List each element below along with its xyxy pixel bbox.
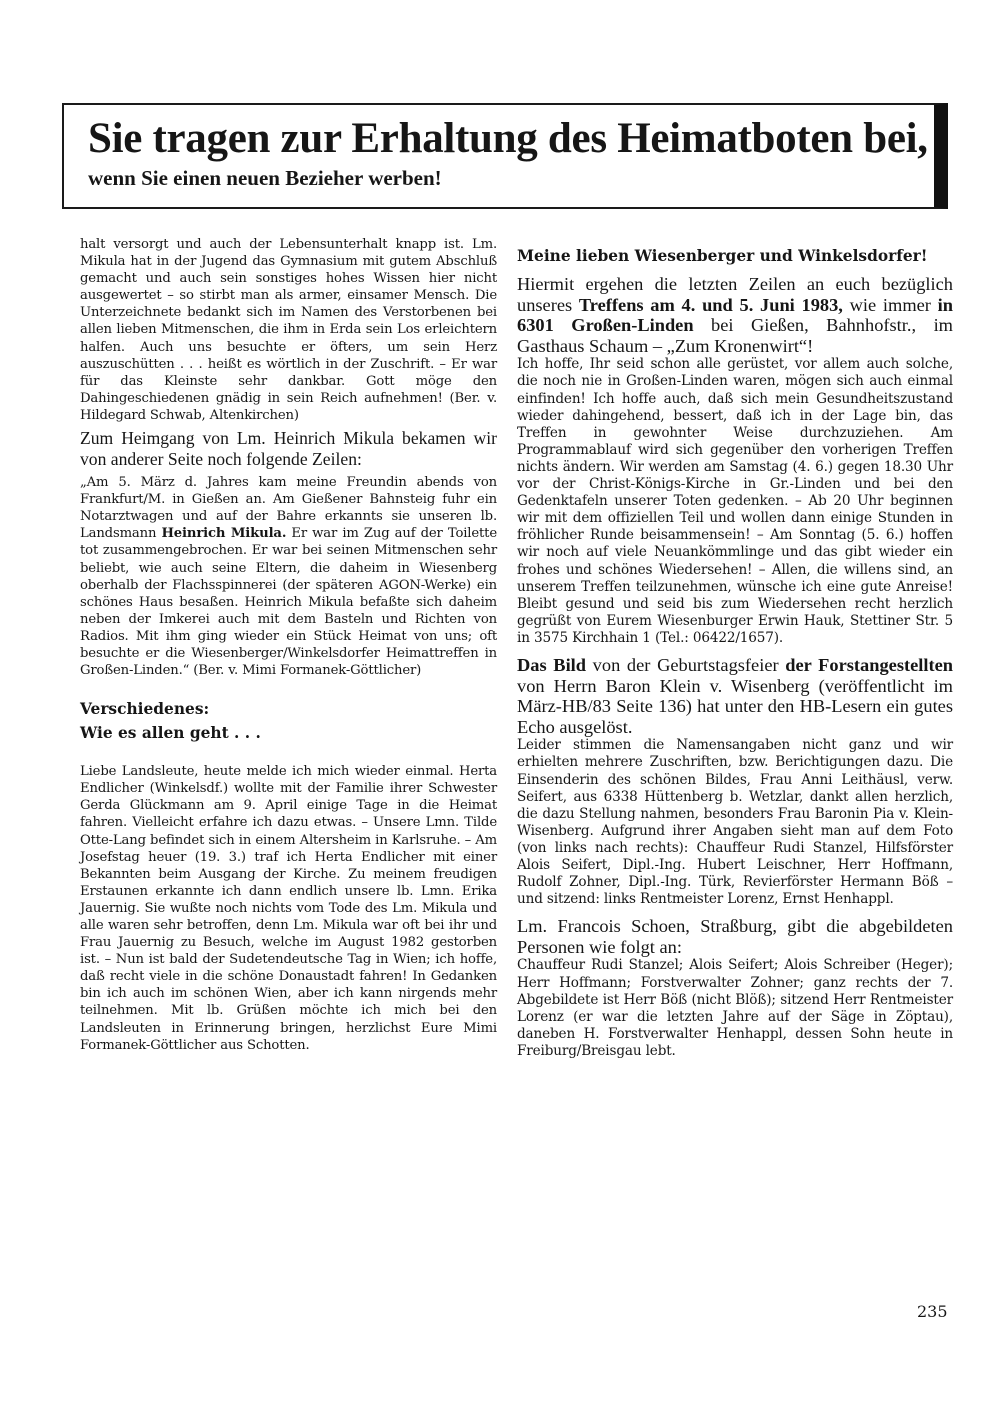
meeting-intro (517, 274, 953, 356)
obituary-continuation: halt versorgt und auch der Lebensunterhalt knapp ist. Lm. Mikula hat in der Jugend das Gymnasium mit gutem Abschluß gemacht und auch sein sonstiges hohes Wissen hier nicht ausgewertet – so stirbt man als armer, einsamer Mensch. Die Unterzeichnete bedankt sich im Namen des Verstorbenen bei allen lieben Mitmenschen, die ihm in Erda sein Los erleichtern halfen. Auch uns besuchte er öfters, um sein Herz auszuschütten . . . heißt es wörtlich in der Zuschrift. – Er war für das Kleinste sehr dankbar. Gott möge den Dahingeschiedenen gnädig in sein Reich aufnehmen! (Ber. v. Hildegard Schwab, Altenkirchen) (80, 237, 497, 423)
greeting-heading: Meine lieben Wiesenberger und Winkelsdorfer! (517, 247, 928, 265)
meeting-location: in 6301 Großen-Linden (517, 294, 953, 336)
section-subheading: Wie es allen geht . . . (80, 724, 261, 743)
bild-intro-part-2: von Herrn Baron Klein v. Wisenberg (veröffentlicht im März-HB/83 Seite 136) hat unter den HB-Lesern ein gutes Echo ausgelöst. (517, 675, 953, 737)
meeting-intro-part-2: wie immer (842, 294, 938, 315)
heimgang-intro: Zum Heimgang von Lm. Heinrich Mikula bekamen wir von anderer Seite noch folgende Zeilen: (80, 428, 497, 470)
subscription-appeal-banner (62, 103, 948, 209)
letter-body: Liebe Landsleute, heute melde ich mich wieder einmal. Herta Endlicher (Winkelsdf.) wollte mit der Familie ihrer Schwester Gerda Glückmann am 9. April einige Tage in die Heimat fahren. Vielleicht erfahre ich dazu etwas. – Unsere Lmn. Tilde Otte-Lang befindet sich in einem Altersheim in Karlsruhe. – Am Josefstag heuer (19. 3.) traf ich Herta Endlicher mit einer Bekannten beim Ausgang der Kirche. Zu meinem freudigen Erstaunen erkannte ich dann endlich unsere lb. Lmn. Erika Jauernig. Sie wußte noch nichts vom Tode des Lm. Mikula und alle waren sehr betroffen, denn Lm. Mikula war oft bei ihr und Frau Jauernig zu Besuch, welche im August 1982 gestorben ist. – Nun ist bald der Sudetendeutsche Tag in Wien; ich hoffe, daß recht viele in die schöne Donaustadt fahren! In Gedanken bin ich auch im schönen Wien, aber ich kann nirgends mehr teilnehmen. Mit lb. Grüßen möchte ich mich bei den Landsleuten in Erinnerung bringen, herzlichst Eure Mimi Formanek-Göttlicher aus Schotten. (80, 764, 497, 1053)
right-column (517, 246, 953, 1060)
banner-subtitle: wenn Sie einen neuen Bezieher werben! (88, 166, 442, 190)
meeting-intro-part-1: Hiermit ergehen die letzten Zeilen an euch bezüglich unseres (517, 274, 953, 315)
heimgang-quote-part-2: Er war im Zug auf der Toilette tot zusammengebrochen. Er war bei seinen Mitmenschen sehr beliebt, wie auch seine Eltern, die daheim in Wiesenberg oberhalb der Flachsspinnerei (der späteren AGON-Werke) ein schönes Haus besaßen. Heinrich Mikula befaßte sich daheim neben der Imkerei auch mit dem Basteln und Richten von Radios. Mit ihm ging wieder ein Stück Heimat von uns; oft besuchte er die Wiesenberger/Winkelsdorfer Heimattreffen in Großen-Linden.“ (Ber. v. Mimi Formanek-Göttlicher) (80, 526, 497, 679)
bild-intro (517, 655, 953, 737)
heimgang-quote-part-1: „Am 5. März d. Jahres kam meine Freundin abends von Frankfurt/M. in Gießen an. Am Gießener Bahnsteig fuhr ein Notarztwagen und auf der Bahre erkannts sie unseren lb. Landsmann (80, 475, 497, 542)
heimgang-quote (80, 474, 497, 679)
bild-intro-part-1: von der Geburtstagsfeier (586, 654, 786, 675)
schoen-intro: Lm. Francois Schoen, Straßburg, gibt die abgebildeten Personen wie folgt an: (517, 916, 953, 957)
section-heading: Verschiedenes: (80, 700, 210, 719)
heimgang-quote-name: Heinrich Mikula. (161, 526, 287, 542)
meeting-intro-part-3: bei Gießen, Bahnhofstr., im Gasthaus Schaum – „Zum Kronenwirt“! (517, 315, 953, 356)
schoen-body: Chauffeur Rudi Stanzel; Alois Seifert; Alois Schreiber (Heger); Herr Hoffmann; Forstverwalter Zohner; ganz rechts der 7. Abgebildete ist Herr Böß (nicht Blöß); sitzend Herr Rentmeister Lorenz (er war die letzten Jahre auf der Säge in Zöptau), daneben H. Forstverwalter Henhappl, dessen Sohn heute in Freiburg/Breisgau lebt. (517, 957, 953, 1059)
meeting-date: Treffens am 4. und 5. Juni 1983, (578, 294, 843, 315)
left-column (80, 236, 497, 1054)
meeting-body: Ich hoffe, Ihr seid schon alle gerüstet, vor allem auch solche, die noch nie in Großen-Linden waren, mögen sich auch einmal einfinden! Ich hoffe auch, daß sich mein Gesundheitszustand wieder dahingehend, bessert, daß ich in der Lage bin, das Treffen in gewohnter Weise durchzuziehen. Am Programmablauf wird sich gegenüber den vorherigen Treffen nichts ändern. Wir werden am Samstag (4. 6.) gegen 18.30 Uhr vor der Christ-Königs-Kirche in Gr.-Linden und bei den Gedenktafeln unserer Toten gedenken. – Ab 20 Uhr beginnen wir mit dem offiziellen Teil und wollen dann einige Stunden in fröhlicher Runde beisammensein! – Am Sonntag (5. 6.) hoffen wir noch auf viele Neuankömmlinge und das gibt wieder ein frohes und schönes Wiedersehen! – Allen, die willens sind, an unserem Treffen teilzunehmen, wünsche ich eine gute Anreise! Bleibt gesund und seid bis zum Wiedersehen recht herzlich gegrüßt von Eurem Wiesenburger Erwin Hauk, Stettiner Str. 5 in 3575 Kirchhain 1 (Tel.: 06422/1657). (517, 356, 953, 646)
bild-subject: der Forstangestellten (785, 654, 953, 675)
bild-label: Das Bild (517, 654, 587, 675)
bild-body: Leider stimmen die Namensangaben nicht ganz und wir erhielten mehrere Zuschriften, bzw. Berichtigungen dazu. Die Einsenderin des schönen Bildes, Frau Anni Leithäusl, verw. Seifert, aus 6338 Hüttenberg b. Wetzlar, dankt allen herzlich, die dazu Stellung nahmen, besonders Frau Baronin Pia v. Klein-Wisenberg. Aufgrund ihrer Angaben sieht man auf dem Foto (von links nach rechts): Chauffeur Rudi Stanzel, Hilfsförster Alois Seifert, Dipl.-Ing. Hubert Leischner, Herr Hoffmann, Rudolf Zohner, Dipl.-Ing. Türk, Revierförster Hermann Böß – und sitzend: links Rentmeister Lorenz, Ernst Henhappl. (517, 737, 953, 908)
page-number: 235 (917, 1302, 948, 1321)
banner-title: Sie tragen zur Erhaltung des Heimatboten bei, (88, 115, 928, 162)
